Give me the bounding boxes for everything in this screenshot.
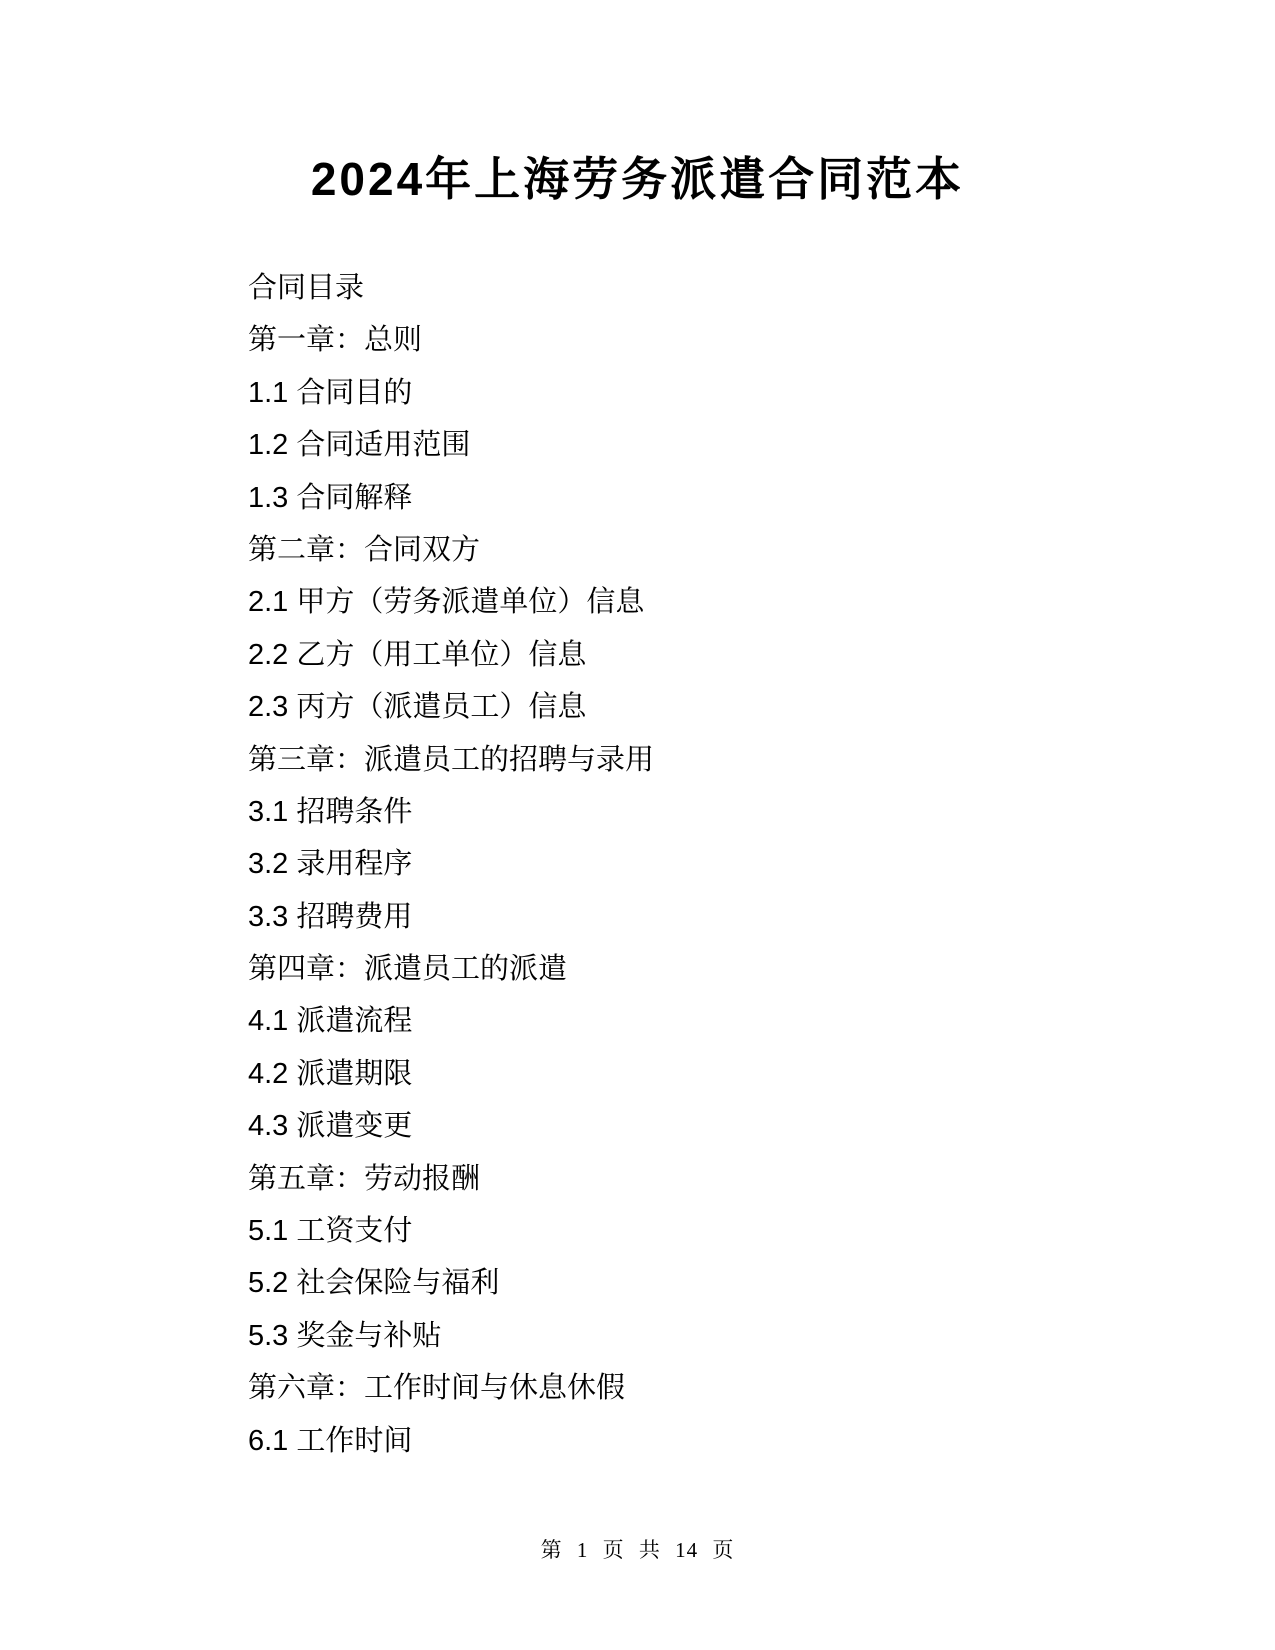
toc-heading: 合同目录 (248, 272, 365, 304)
toc-section-line: 2.1 甲方（劳务派遣单位）信息 (248, 586, 645, 619)
toc-section-line: 3.2 录用程序 (248, 848, 413, 881)
toc-section-line: 5.1 工资支付 (248, 1215, 413, 1248)
toc-section-line: 4.2 派遣期限 (248, 1057, 413, 1090)
toc-section-line: 1.1 合同目的 (248, 376, 413, 409)
toc-chapter-line: 第六章：工作时间与休息休假 (248, 1372, 626, 1405)
toc-chapter-line: 第四章：派遣员工的派遣 (248, 953, 568, 986)
toc-section-line: 3.3 招聘费用 (248, 900, 413, 933)
toc-section-line: 2.3 丙方（派遣员工）信息 (248, 691, 587, 724)
toc-chapter-line: 第五章：劳动报酬 (248, 1162, 481, 1195)
toc-section-line: 1.3 合同解释 (248, 481, 413, 514)
toc-section-line: 4.1 派遣流程 (248, 1005, 413, 1038)
toc-chapter-line: 第三章：派遣员工的招聘与录用 (248, 743, 655, 776)
toc-section-line: 2.2 乙方（用工单位）信息 (248, 638, 587, 671)
toc-chapter-line: 第一章：总则 (248, 324, 423, 357)
toc-section-line: 5.2 社会保险与福利 (248, 1267, 500, 1300)
toc-section-line: 1.2 合同适用范围 (248, 429, 471, 462)
document-title: 2024年上海劳务派遣合同范本 (310, 153, 965, 205)
table-of-contents (248, 262, 1155, 1467)
toc-section-line: 3.1 招聘条件 (248, 795, 413, 828)
toc-section-line: 6.1 工作时间 (248, 1424, 413, 1457)
toc-section-line: 4.3 派遣变更 (248, 1110, 413, 1143)
toc-chapter-line: 第二章：合同双方 (248, 533, 481, 566)
page-footer (0, 1536, 1275, 1565)
page-number-text: 第 1 页 共 14 页 (540, 1538, 735, 1562)
toc-section-line: 5.3 奖金与补贴 (248, 1319, 442, 1352)
